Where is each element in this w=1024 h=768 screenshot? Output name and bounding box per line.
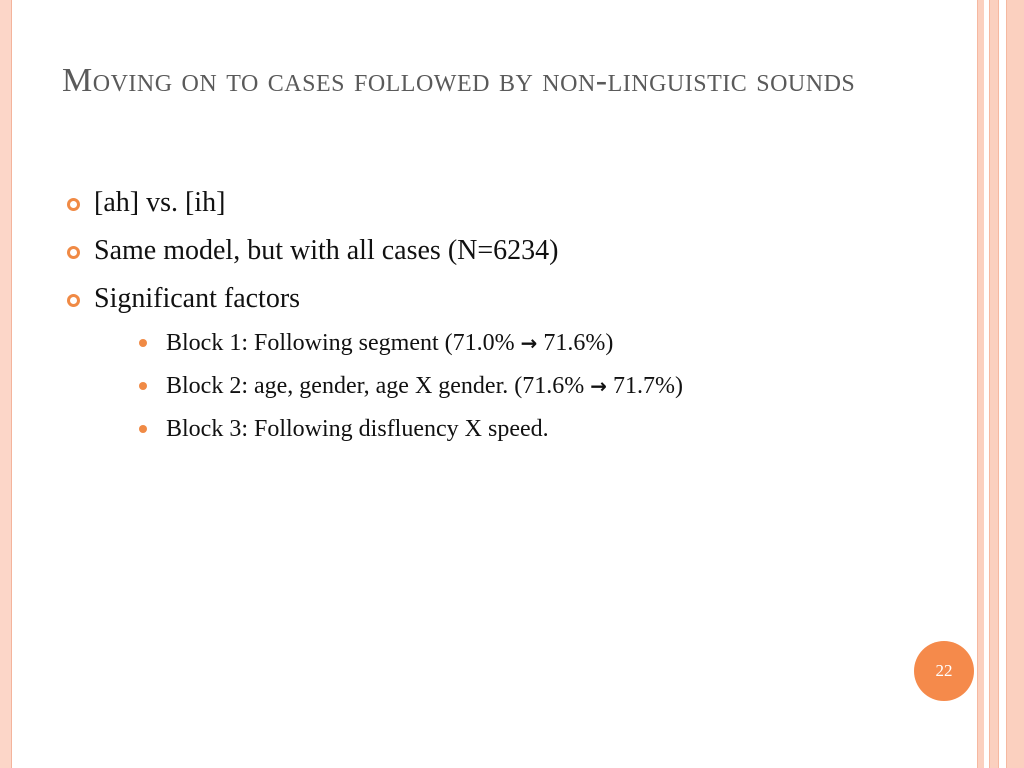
frame-stripe-right xyxy=(989,0,999,768)
ring-bullet-icon xyxy=(67,294,80,307)
right-arrow-icon: → xyxy=(520,331,538,355)
bullet-item xyxy=(62,282,942,444)
right-arrow-icon: → xyxy=(590,374,607,398)
dot-bullet-icon xyxy=(139,425,147,433)
sub-bullet-text: 71.6%) xyxy=(537,330,614,356)
sub-bullet-text: Block 1: Following segment (71.0% xyxy=(166,330,521,356)
dot-bullet-icon xyxy=(139,382,147,390)
slide-title: Moving on to cases followed by non-linguistic sounds xyxy=(62,62,856,99)
bullet-text: Same model, but with all cases (N=6234) xyxy=(94,235,559,266)
bullet-item xyxy=(62,186,942,220)
sub-bullet-list xyxy=(136,328,942,444)
sub-bullet-item xyxy=(136,414,942,444)
sub-bullet-text: Block 3: Following disfluency X speed. xyxy=(166,416,549,442)
sub-bullet-item xyxy=(136,371,942,401)
frame-stripe-right xyxy=(977,0,984,768)
slide-body xyxy=(62,186,942,458)
ring-bullet-icon xyxy=(67,246,80,259)
frame-stripe-left xyxy=(0,0,12,768)
bullet-text: [ah] vs. [ih] xyxy=(94,187,226,218)
sub-bullet-text: Block 2: age, gender, age X gender. (71.6% xyxy=(166,373,591,399)
sub-bullet-item xyxy=(136,328,942,358)
dot-bullet-icon xyxy=(139,339,147,347)
bullet-text: Significant factors xyxy=(94,283,301,314)
sub-bullet-text: 71.7%) xyxy=(607,373,683,399)
frame-stripe-right xyxy=(1006,0,1024,768)
ring-bullet-icon xyxy=(67,198,80,211)
bullet-item xyxy=(62,234,942,268)
bullet-list xyxy=(62,186,942,444)
page-number-badge: 22 xyxy=(914,641,974,701)
